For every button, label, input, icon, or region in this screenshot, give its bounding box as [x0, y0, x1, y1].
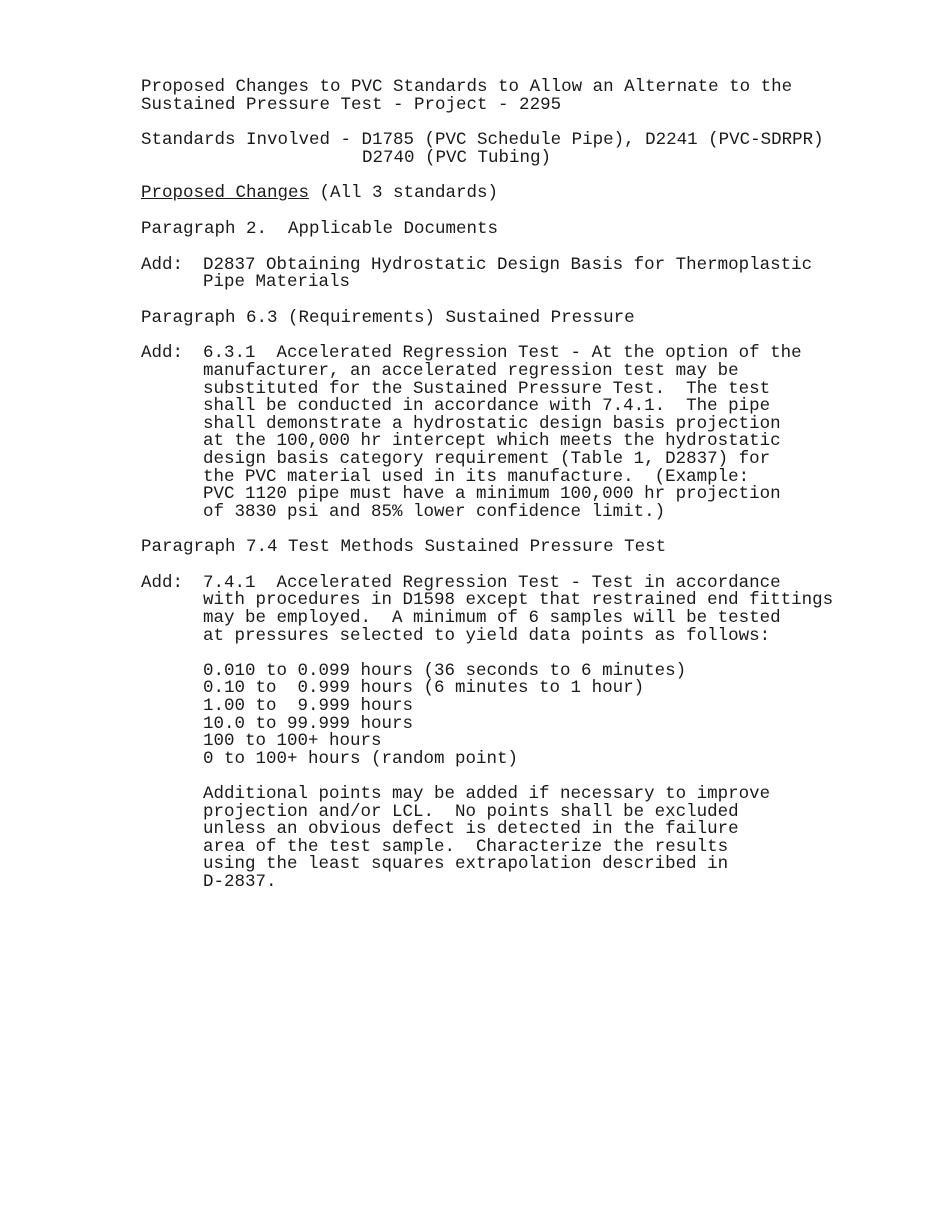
proposed-changes-underlined: Proposed Changes — [141, 183, 310, 204]
additional-line: projection and/or LCL. No points shall be excluded — [203, 801, 739, 822]
hour-range: 0.10 to 0.999 hours (6 minutes to 1 hour) — [203, 678, 645, 699]
paragraph-6-3-heading-text: Paragraph 6.3 (Requirements) Sustained Pressure — [141, 307, 635, 328]
title-line-2: Sustained Pressure Test - Project - 2295 — [141, 94, 562, 115]
paragraph-7-4-add — [141, 572, 921, 892]
standards-involved — [141, 132, 921, 167]
paragraph-2-heading-text: Paragraph 2. Applicable Documents — [141, 218, 499, 239]
add-line: PVC 1120 pipe must have a minimum 100,000 hr projection — [203, 484, 781, 505]
proposed-changes-heading — [141, 185, 921, 203]
standards-line-2: D2740 (PVC Tubing) — [362, 147, 552, 168]
paragraph-2-add — [141, 254, 921, 293]
proposed-changes-scope: (All 3 standards) — [309, 183, 499, 204]
add-line: shall demonstrate a hydrostatic design basis projection — [203, 413, 781, 434]
add-line: substituted for the Sustained Pressure Test. The test — [203, 378, 771, 399]
add-line: D2837 Obtaining Hydrostatic Design Basis for Thermoplastic — [203, 254, 813, 275]
additional-line: unless an obvious defect is detected in the failure — [203, 819, 739, 840]
add-line: design basis category requirement (Table 1, D2837) for — [203, 448, 771, 469]
document-title — [141, 79, 921, 114]
paragraph-2-heading — [141, 218, 921, 239]
additional-line: Additional points may be added if necessary to improve — [203, 784, 771, 804]
hour-ranges-list — [203, 660, 921, 769]
add-line: the PVC material used in its manufacture. (Example: — [203, 466, 750, 487]
add-line: with procedures in D1598 except that restrained end fittings — [203, 590, 834, 611]
add-line: 7.4.1 Accelerated Regression Test - Test in accordance — [203, 572, 781, 593]
paragraph-6-3-heading — [141, 307, 921, 328]
add-line: at pressures selected to yield data points as follows: — [203, 625, 771, 646]
standards-line-1: Standards Involved - D1785 (PVC Schedule Pipe), D2241 (PVC-SDRPR) — [141, 130, 824, 151]
add-label: Add: — [141, 572, 184, 593]
additional-line: D-2837. — [203, 871, 277, 892]
title-line-1: Proposed Changes to PVC Standards to Allow an Alternate to the — [141, 77, 793, 97]
add-line: shall be conducted in accordance with 7.4.1. The pipe — [203, 396, 771, 417]
add-line: 6.3.1 Accelerated Regression Test - At the option of the — [203, 343, 802, 364]
document-page — [141, 79, 921, 892]
hour-range: 100 to 100+ hours — [203, 731, 382, 752]
paragraph-6-3-add — [141, 345, 921, 521]
paragraph-7-4-heading-text: Paragraph 7.4 Test Methods Sustained Pressure Test — [141, 537, 667, 558]
add-line: manufacturer, an accelerated regression test may be — [203, 360, 739, 381]
hour-range: 10.0 to 99.999 hours — [203, 713, 414, 734]
additional-line: area of the test sample. Characterize the results — [203, 836, 729, 857]
add-line: at the 100,000 hr intercept which meets the hydrostatic — [203, 431, 781, 452]
add-label: Add: — [141, 343, 184, 364]
add-label: Add: — [141, 254, 184, 275]
paragraph-7-4-heading — [141, 539, 921, 557]
add-line: of 3830 psi and 85% lower confidence limit.) — [203, 501, 666, 522]
add-line: may be employed. A minimum of 6 samples will be tested — [203, 608, 781, 629]
additional-points-paragraph — [203, 786, 921, 892]
hour-range: 0.010 to 0.099 hours (36 seconds to 6 minutes) — [203, 660, 687, 681]
hour-range: 0 to 100+ hours (random point) — [203, 748, 519, 769]
add-line: Pipe Materials — [203, 272, 351, 293]
hour-range: 1.00 to 9.999 hours — [203, 696, 414, 717]
additional-line: using the least squares extrapolation described in — [203, 854, 729, 875]
